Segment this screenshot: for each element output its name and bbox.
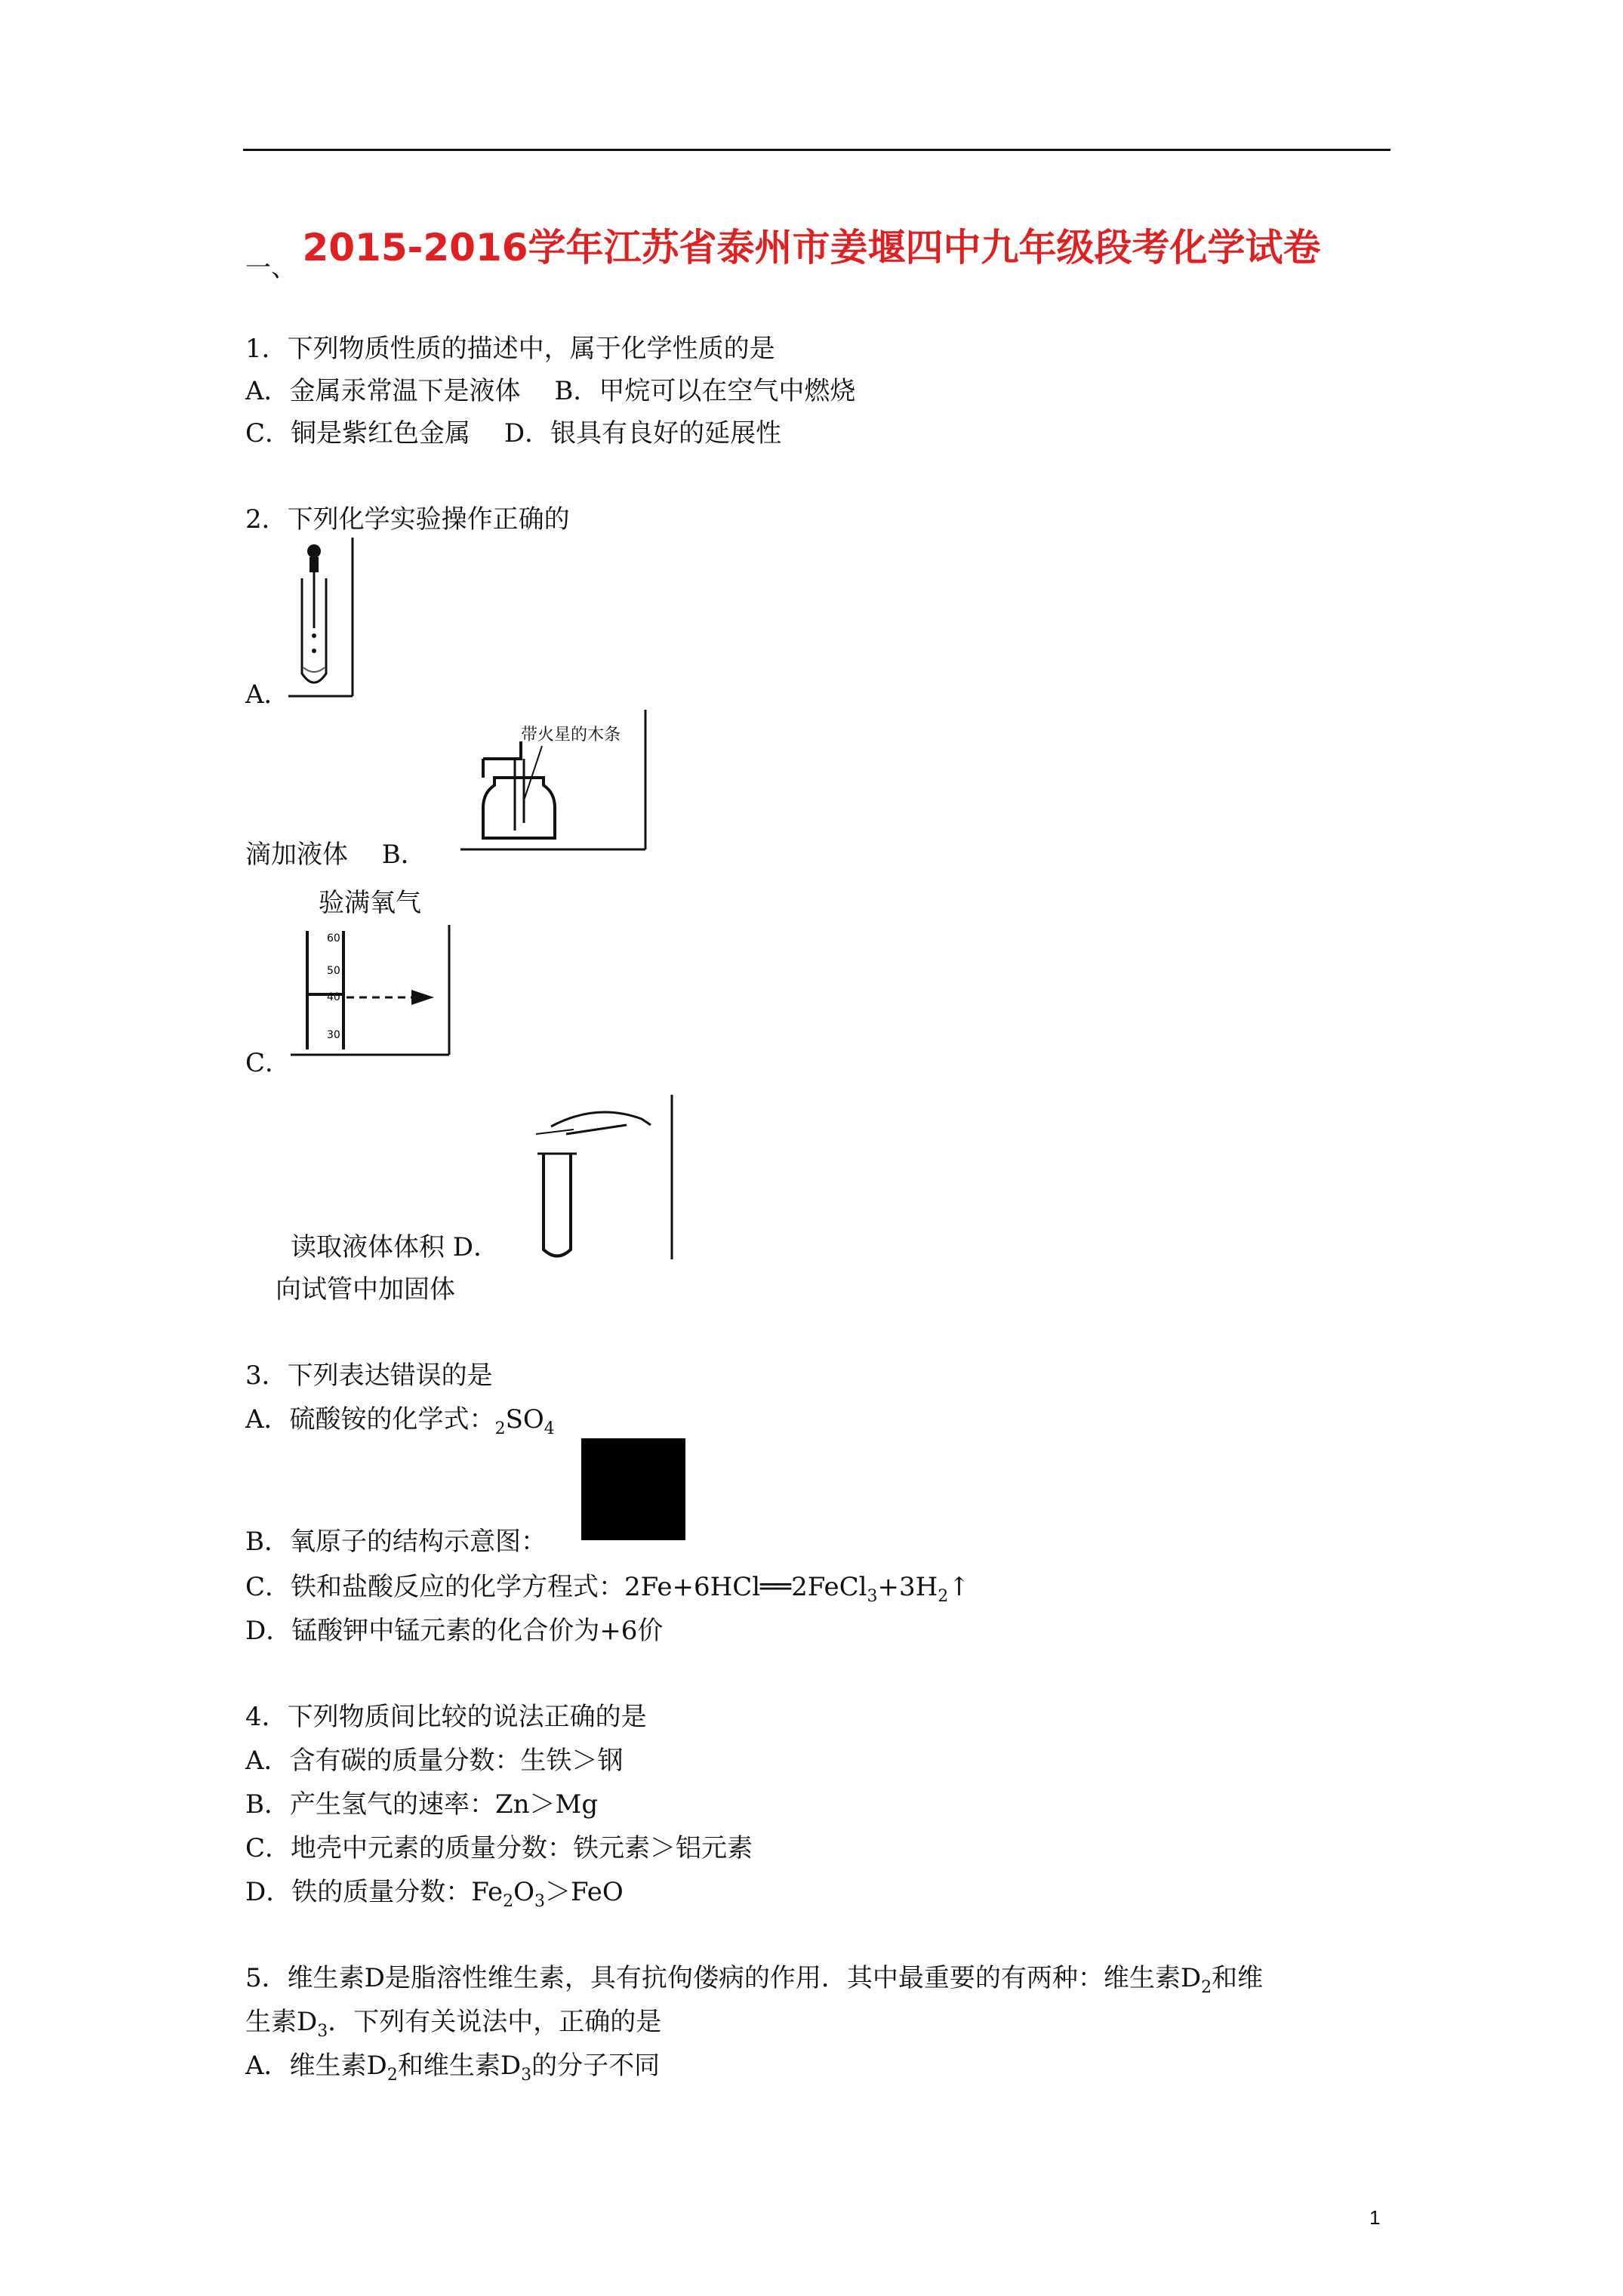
q3-c-text: C．铁和盐酸反应的化学方程式：2Fe+6HCl══2FeCl [245,1572,867,1602]
exam-title: 2015-2016学年江苏省泰州市姜堰四中九年级段考化学试卷 [302,226,1321,270]
dropper-test-tube-figure [288,538,356,700]
q1-stem: 1．下列物质性质的描述中，属于化学性质的是 [245,334,775,364]
q3-option-b: B．氧原子的结构示意图： [245,1527,547,1557]
q1-options-cd: C．铜是紫红色金属 D．银具有良好的延展性 [245,418,782,448]
q3-c-sub1: 3 [867,1586,878,1606]
oxygen-atom-structure-image [581,1438,685,1540]
header-rule [243,149,1390,151]
q5-a-pre: A．维生素D [245,2051,387,2081]
q2-d-caption: 向试管中加固体 [276,1274,455,1305]
q5-a-sub2: 3 [521,2065,532,2085]
tick-40: 40 [327,991,340,1003]
q3-stem: 3．下列表达错误的是 [245,1361,493,1391]
q4-option-b: B．产生氢气的速率：Zn＞Mg [245,1789,599,1820]
q3-option-a [245,1404,555,1444]
glowing-splint-label: 带火星的木条 [521,726,621,744]
q2-c-caption-d-label: 读取液体体积 D． [291,1232,500,1262]
q2-option-a-label: A． [245,680,290,710]
q5-a-post: 的分子不同 [531,2051,661,2081]
q5-stem-line2 [245,2007,661,2047]
q4-option-c: C．地壳中元素的质量分数：铁元素＞铝元素 [245,1833,753,1863]
q4-d-mid: O [513,1877,534,1907]
q5-s1-pre: 5．维生素D是脂溶性维生素，具有抗佝偻病的作用．其中最重要的有两种：维生素D [245,1963,1202,1993]
q5-s2-post: ．下列有关说法中，正确的是 [328,2007,662,2037]
page-number: 1 [1369,2206,1381,2229]
q5-s1-sub: 2 [1201,1977,1212,1997]
q3-c-mid: +3H [877,1572,938,1602]
q2-b-caption: 验满氧气 [319,888,421,918]
q3-a-text: A．硫酸铵的化学式： [245,1404,495,1435]
q5-a-mid: 和维生素D [397,2051,522,2081]
q4-option-a: A．含有碳的质量分数：生铁＞钢 [245,1746,624,1776]
q3-c-sub2: 2 [938,1586,949,1606]
tick-50: 50 [327,965,340,977]
q5-s2-pre: 生素D [245,2007,318,2037]
q4-option-d [245,1877,624,1917]
up-arrow-icon: ↑ [948,1572,970,1602]
tick-30: 30 [327,1029,340,1041]
q1-options-ab: A．金属汞常温下是液体 B．甲烷可以在空气中燃烧 [245,376,856,406]
q3-a-sub2: 4 [544,1419,555,1438]
q5-s2-sub: 3 [317,2021,328,2041]
q4-stem: 4．下列物质间比较的说法正确的是 [245,1702,647,1732]
adding-solid-to-test-tube-figure [521,1095,676,1262]
q2-a-caption-b-label: 滴加液体 B． [245,840,427,870]
q5-a-sub1: 2 [387,2065,398,2085]
q4-d-post: ＞FeO [545,1877,624,1907]
tick-60: 60 [327,932,340,945]
q3-a-sub: 2 [494,1419,506,1438]
q3-a-formula: SO [505,1404,544,1435]
q5-stem-line1 [245,1963,1263,2003]
q4-d-sub1: 2 [503,1891,514,1911]
q2-stem: 2．下列化学实验操作正确的 [245,504,570,535]
section-label: 一、 [245,253,297,283]
gas-bottle-oxygen-test-figure [460,710,649,853]
q3-option-d: D．锰酸钾中锰元素的化合价为+6价 [245,1616,664,1646]
q3-option-c [245,1572,970,1612]
graduated-cylinder-reading-figure [291,925,453,1057]
q4-d-pre: D．铁的质量分数：Fe [245,1877,504,1907]
q2-option-c-label: C． [245,1048,291,1078]
q5-option-a [245,2051,660,2091]
q5-s1-post: 和维 [1212,1963,1264,1993]
q4-d-sub2: 3 [534,1891,545,1911]
